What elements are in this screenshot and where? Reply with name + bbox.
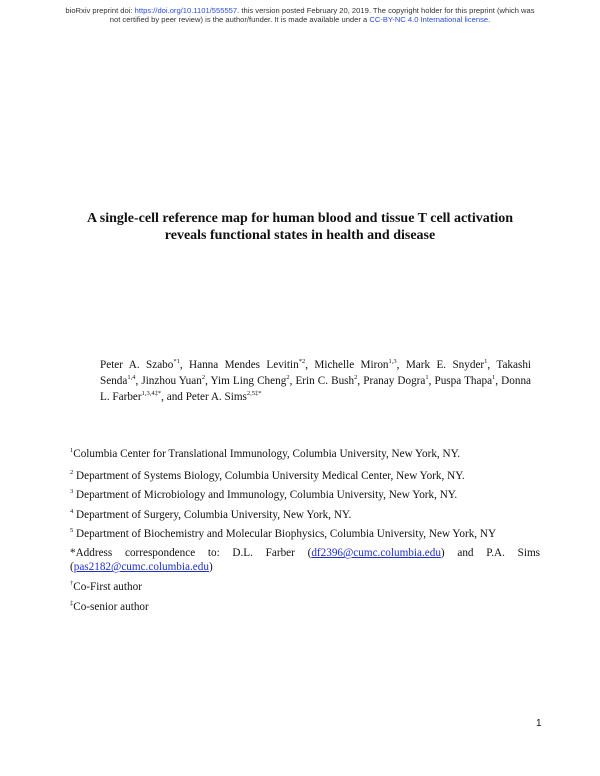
author-affiliation-sup: 1 — [484, 358, 488, 365]
header-line-2: not certified by peer review) is the author/funder. It is made available under a CC-BY-NC 4.0 International license. — [109, 15, 491, 24]
author-name: Michelle Miron — [314, 359, 389, 371]
email-sims-link[interactable]: pas2182@cumc.columbia.edu — [73, 561, 209, 573]
author-affiliation-sup: 2 — [354, 374, 358, 381]
author-name: Pranay Dogra — [363, 375, 426, 387]
author-affiliation-sup: 2 — [286, 374, 290, 381]
author-affiliation-sup: 1,3 — [388, 358, 397, 365]
license-link[interactable]: CC-BY-NC 4.0 International license — [369, 15, 489, 24]
page-number: 1 — [536, 718, 542, 729]
author-affiliation-sup: 1 — [425, 374, 429, 381]
author-name: Peter A. Sims — [185, 391, 247, 403]
author-affiliation-sup: 1,3,4‡* — [141, 390, 162, 397]
affiliation-5: $^5$ Department of Biochemistry and Molecular Biophysics, Columbia University, New York, NY — [70, 527, 497, 540]
author-name: Peter A. Szabo — [100, 359, 174, 371]
author-affiliation-sup: *1 — [173, 358, 180, 365]
author-name: Hanna Mendes Levitin — [189, 359, 299, 371]
header-line-1: bioRxiv preprint doi: https://doi.org/10.1101/555557. this version posted February 20, 2019. The copyright holder for this preprint (which was — [65, 6, 535, 15]
affiliation-4: $^4$ Department of Surgery, Columbia University, New York, NY. — [70, 508, 352, 521]
author-affiliation-sup: 2,5‡* — [246, 390, 262, 397]
author-list: Peter A. Szabo$^{*1}$, Hanna Mendes Levitin$^{*2}$, Michelle Miron$^{1,3}$, Mark E. Snyder$^1$, Takashi Senda$^{1,4}$, Jinzhou Yuan$^2$, Yim Ling Cheng$^2$, Erin C. Bush$^2$, Pranay Dogra$^1$, Puspa Thapa$^1$, Donna L. Farber$^{1,3,4\ddagger*}$, and Peter A. Sims$^{2,5\ddagger*}$ — [100, 358, 532, 403]
author-name: Puspa Thapa — [434, 375, 493, 387]
co-senior-note: ‡Co-senior author — [70, 600, 149, 613]
author-affiliation-sup: 1,4 — [127, 374, 136, 381]
author-affiliation-sup: 2 — [201, 374, 206, 381]
affiliation-1: $^1$Columbia Center for Translational Immunology, Columbia University, New York, NY. — [70, 447, 461, 460]
affiliation-3: $^3$ Department of Microbiology and Immunology, Columbia University, New York, NY. — [70, 488, 458, 501]
author-name: Erin C. Bush — [295, 375, 355, 387]
author-name: Takashi Senda — [100, 359, 532, 387]
author-name: Yim Ling Cheng — [210, 375, 287, 387]
co-first-note: †Co-First author — [70, 580, 142, 593]
correspondence: *Address correspondence to: D.L. Farber (df2396@cumc.columbia.edu) and P.A. Sims (pas2182@cumc.columbia.edu) — [70, 547, 541, 573]
preprint-header — [0, 6, 600, 24]
affiliation-2: $^2$ Department of Systems Biology, Columbia University Medical Center, New York, NY. — [70, 469, 465, 482]
paper-title: A single-cell reference map for human blood and tissue T cell activation reveals functional states in health and disease — [86, 211, 514, 243]
author-affiliation-sup: 1 — [492, 374, 496, 381]
author-name: Jinzhou Yuan — [141, 375, 202, 387]
email-farber-link[interactable]: df2396@cumc.columbia.edu — [311, 547, 441, 559]
author-name: Mark E. Snyder — [405, 359, 485, 371]
doi-link[interactable]: https://doi.org/10.1101/555557 — [134, 6, 238, 15]
author-affiliation-sup: *2 — [298, 358, 306, 365]
author-name: Donna L. Farber — [100, 375, 531, 403]
